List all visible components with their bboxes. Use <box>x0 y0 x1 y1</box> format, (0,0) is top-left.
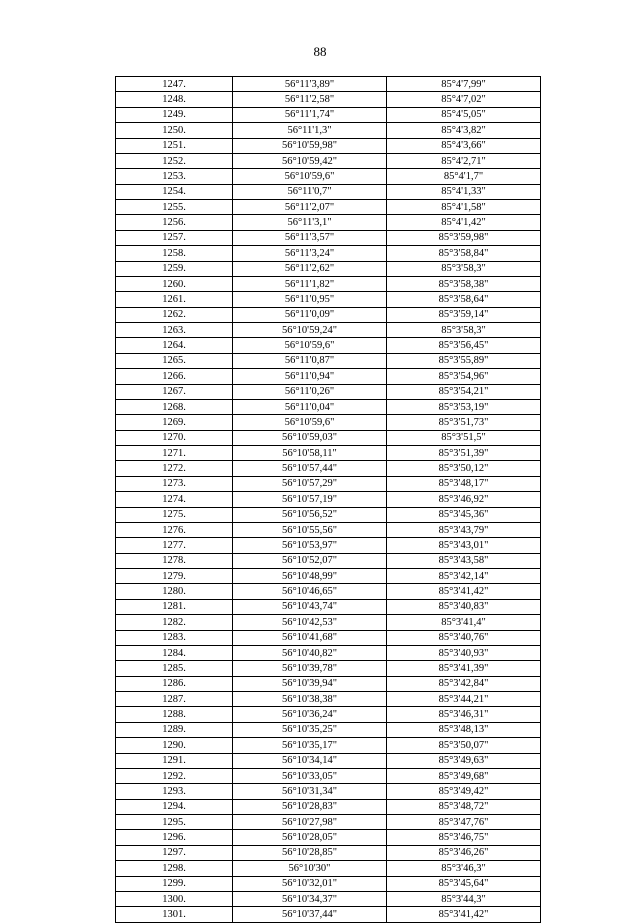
point-number-cell: 1294. <box>116 799 233 814</box>
table-row <box>116 246 541 261</box>
table-row <box>116 492 541 507</box>
table-row <box>116 353 541 368</box>
table-row <box>116 799 541 814</box>
table-row <box>116 707 541 722</box>
point-number-cell: 1264. <box>116 338 233 353</box>
longitude-cell: 85°3'47,76" <box>387 815 541 830</box>
table-row <box>116 645 541 660</box>
table-row <box>116 138 541 153</box>
longitude-cell: 85°3'49,63" <box>387 753 541 768</box>
table-row <box>116 753 541 768</box>
table-row <box>116 584 541 599</box>
longitude-cell: 85°3'49,42" <box>387 784 541 799</box>
longitude-cell: 85°3'46,3" <box>387 861 541 876</box>
point-number-cell: 1276. <box>116 522 233 537</box>
longitude-cell: 85°3'51,39" <box>387 446 541 461</box>
point-number-cell: 1259. <box>116 261 233 276</box>
point-number-cell: 1250. <box>116 123 233 138</box>
latitude-cell: 56°11'3,1" <box>233 215 387 230</box>
table-row <box>116 861 541 876</box>
coordinates-table-body <box>116 77 541 923</box>
latitude-cell: 56°11'1,3" <box>233 123 387 138</box>
latitude-cell: 56°10'33,05" <box>233 768 387 783</box>
longitude-cell: 85°3'40,93" <box>387 645 541 660</box>
longitude-cell: 85°3'44,21" <box>387 692 541 707</box>
point-number-cell: 1270. <box>116 430 233 445</box>
latitude-cell: 56°11'1,74" <box>233 107 387 122</box>
longitude-cell: 85°3'48,72" <box>387 799 541 814</box>
table-row <box>116 184 541 199</box>
latitude-cell: 56°10'34,37" <box>233 891 387 906</box>
latitude-cell: 56°11'0,95" <box>233 292 387 307</box>
point-number-cell: 1247. <box>116 77 233 92</box>
longitude-cell: 85°3'54,21" <box>387 384 541 399</box>
point-number-cell: 1281. <box>116 599 233 614</box>
table-row <box>116 430 541 445</box>
point-number-cell: 1267. <box>116 384 233 399</box>
point-number-cell: 1248. <box>116 92 233 107</box>
table-row <box>116 384 541 399</box>
table-row <box>116 538 541 553</box>
longitude-cell: 85°3'48,13" <box>387 722 541 737</box>
longitude-cell: 85°3'42,84" <box>387 676 541 691</box>
point-number-cell: 1265. <box>116 353 233 368</box>
latitude-cell: 56°10'27,98" <box>233 815 387 830</box>
longitude-cell: 85°3'58,84" <box>387 246 541 261</box>
latitude-cell: 56°10'55,56" <box>233 522 387 537</box>
latitude-cell: 56°10'42,53" <box>233 615 387 630</box>
longitude-cell: 85°3'55,89" <box>387 353 541 368</box>
point-number-cell: 1272. <box>116 461 233 476</box>
point-number-cell: 1260. <box>116 276 233 291</box>
latitude-cell: 56°10'46,65" <box>233 584 387 599</box>
table-row <box>116 92 541 107</box>
point-number-cell: 1288. <box>116 707 233 722</box>
latitude-cell: 56°10'39,78" <box>233 661 387 676</box>
table-row <box>116 845 541 860</box>
longitude-cell: 85°3'50,07" <box>387 738 541 753</box>
table-row <box>116 553 541 568</box>
longitude-cell: 85°3'46,75" <box>387 830 541 845</box>
latitude-cell: 56°11'1,82" <box>233 276 387 291</box>
latitude-cell: 56°11'2,62" <box>233 261 387 276</box>
latitude-cell: 56°10'28,05" <box>233 830 387 845</box>
point-number-cell: 1262. <box>116 307 233 322</box>
point-number-cell: 1299. <box>116 876 233 891</box>
latitude-cell: 56°11'3,89" <box>233 77 387 92</box>
longitude-cell: 85°3'43,01" <box>387 538 541 553</box>
latitude-cell: 56°10'58,11" <box>233 446 387 461</box>
longitude-cell: 85°3'41,4" <box>387 615 541 630</box>
point-number-cell: 1261. <box>116 292 233 307</box>
latitude-cell: 56°11'0,09" <box>233 307 387 322</box>
point-number-cell: 1256. <box>116 215 233 230</box>
latitude-cell: 56°11'3,57" <box>233 230 387 245</box>
longitude-cell: 85°4'1,58" <box>387 200 541 215</box>
latitude-cell: 56°10'30" <box>233 861 387 876</box>
longitude-cell: 85°3'59,14" <box>387 307 541 322</box>
longitude-cell: 85°3'54,96" <box>387 369 541 384</box>
table-row <box>116 153 541 168</box>
table-row <box>116 768 541 783</box>
point-number-cell: 1278. <box>116 553 233 568</box>
latitude-cell: 56°10'57,29" <box>233 476 387 491</box>
point-number-cell: 1266. <box>116 369 233 384</box>
latitude-cell: 56°10'37,44" <box>233 907 387 922</box>
longitude-cell: 85°4'2,71" <box>387 153 541 168</box>
longitude-cell: 85°3'41,39" <box>387 661 541 676</box>
table-row <box>116 446 541 461</box>
longitude-cell: 85°3'53,19" <box>387 399 541 414</box>
table-row <box>116 261 541 276</box>
longitude-cell: 85°3'48,17" <box>387 476 541 491</box>
point-number-cell: 1296. <box>116 830 233 845</box>
latitude-cell: 56°11'2,58" <box>233 92 387 107</box>
point-number-cell: 1300. <box>116 891 233 906</box>
table-row <box>116 338 541 353</box>
longitude-cell: 85°3'58,3" <box>387 261 541 276</box>
latitude-cell: 56°10'31,34" <box>233 784 387 799</box>
latitude-cell: 56°10'59,03" <box>233 430 387 445</box>
table-row <box>116 599 541 614</box>
latitude-cell: 56°10'52,07" <box>233 553 387 568</box>
coordinates-table <box>115 76 541 923</box>
point-number-cell: 1269. <box>116 415 233 430</box>
latitude-cell: 56°10'35,25" <box>233 722 387 737</box>
latitude-cell: 56°11'0,94" <box>233 369 387 384</box>
latitude-cell: 56°10'32,01" <box>233 876 387 891</box>
longitude-cell: 85°3'43,58" <box>387 553 541 568</box>
longitude-cell: 85°4'7,02" <box>387 92 541 107</box>
latitude-cell: 56°10'56,52" <box>233 507 387 522</box>
longitude-cell: 85°4'1,7" <box>387 169 541 184</box>
point-number-cell: 1298. <box>116 861 233 876</box>
table-row <box>116 107 541 122</box>
table-row <box>116 830 541 845</box>
latitude-cell: 56°11'0,04" <box>233 399 387 414</box>
point-number-cell: 1282. <box>116 615 233 630</box>
table-row <box>116 615 541 630</box>
table-row <box>116 169 541 184</box>
latitude-cell: 56°10'36,24" <box>233 707 387 722</box>
longitude-cell: 85°4'3,66" <box>387 138 541 153</box>
latitude-cell: 56°11'0,7" <box>233 184 387 199</box>
point-number-cell: 1275. <box>116 507 233 522</box>
latitude-cell: 56°11'0,87" <box>233 353 387 368</box>
table-row <box>116 230 541 245</box>
latitude-cell: 56°10'28,85" <box>233 845 387 860</box>
table-row <box>116 215 541 230</box>
point-number-cell: 1254. <box>116 184 233 199</box>
point-number-cell: 1297. <box>116 845 233 860</box>
longitude-cell: 85°3'46,31" <box>387 707 541 722</box>
table-row <box>116 369 541 384</box>
longitude-cell: 85°3'56,45" <box>387 338 541 353</box>
longitude-cell: 85°3'51,73" <box>387 415 541 430</box>
latitude-cell: 56°10'40,82" <box>233 645 387 660</box>
latitude-cell: 56°10'41,68" <box>233 630 387 645</box>
latitude-cell: 56°10'57,19" <box>233 492 387 507</box>
table-row <box>116 522 541 537</box>
latitude-cell: 56°10'39,94" <box>233 676 387 691</box>
table-row <box>116 415 541 430</box>
point-number-cell: 1252. <box>116 153 233 168</box>
latitude-cell: 56°11'2,07" <box>233 200 387 215</box>
latitude-cell: 56°10'59,98" <box>233 138 387 153</box>
latitude-cell: 56°10'59,6" <box>233 169 387 184</box>
longitude-cell: 85°3'41,42" <box>387 907 541 922</box>
point-number-cell: 1291. <box>116 753 233 768</box>
table-row <box>116 692 541 707</box>
point-number-cell: 1301. <box>116 907 233 922</box>
longitude-cell: 85°3'58,64" <box>387 292 541 307</box>
table-row <box>116 77 541 92</box>
latitude-cell: 56°10'38,38" <box>233 692 387 707</box>
table-row <box>116 200 541 215</box>
latitude-cell: 56°10'34,14" <box>233 753 387 768</box>
longitude-cell: 85°3'44,3" <box>387 891 541 906</box>
point-number-cell: 1295. <box>116 815 233 830</box>
table-row <box>116 784 541 799</box>
point-number-cell: 1258. <box>116 246 233 261</box>
point-number-cell: 1274. <box>116 492 233 507</box>
point-number-cell: 1268. <box>116 399 233 414</box>
latitude-cell: 56°10'28,83" <box>233 799 387 814</box>
latitude-cell: 56°11'3,24" <box>233 246 387 261</box>
point-number-cell: 1292. <box>116 768 233 783</box>
table-row <box>116 891 541 906</box>
latitude-cell: 56°10'57,44" <box>233 461 387 476</box>
point-number-cell: 1277. <box>116 538 233 553</box>
latitude-cell: 56°10'53,97" <box>233 538 387 553</box>
table-row <box>116 507 541 522</box>
longitude-cell: 85°4'5,05" <box>387 107 541 122</box>
latitude-cell: 56°10'43,74" <box>233 599 387 614</box>
table-row <box>116 292 541 307</box>
latitude-cell: 56°10'59,24" <box>233 323 387 338</box>
table-row <box>116 399 541 414</box>
longitude-cell: 85°4'3,82" <box>387 123 541 138</box>
latitude-cell: 56°10'59,6" <box>233 415 387 430</box>
table-row <box>116 307 541 322</box>
table-row <box>116 722 541 737</box>
table-row <box>116 815 541 830</box>
longitude-cell: 85°3'45,36" <box>387 507 541 522</box>
longitude-cell: 85°3'50,12" <box>387 461 541 476</box>
table-row <box>116 738 541 753</box>
point-number-cell: 1293. <box>116 784 233 799</box>
point-number-cell: 1283. <box>116 630 233 645</box>
point-number-cell: 1255. <box>116 200 233 215</box>
point-number-cell: 1253. <box>116 169 233 184</box>
table-row <box>116 276 541 291</box>
point-number-cell: 1289. <box>116 722 233 737</box>
point-number-cell: 1251. <box>116 138 233 153</box>
longitude-cell: 85°3'51,5" <box>387 430 541 445</box>
longitude-cell: 85°3'43,79" <box>387 522 541 537</box>
table-row <box>116 569 541 584</box>
latitude-cell: 56°10'35,17" <box>233 738 387 753</box>
point-number-cell: 1285. <box>116 661 233 676</box>
point-number-cell: 1279. <box>116 569 233 584</box>
point-number-cell: 1284. <box>116 645 233 660</box>
table-row <box>116 461 541 476</box>
longitude-cell: 85°3'49,68" <box>387 768 541 783</box>
longitude-cell: 85°3'46,92" <box>387 492 541 507</box>
point-number-cell: 1290. <box>116 738 233 753</box>
longitude-cell: 85°4'1,42" <box>387 215 541 230</box>
longitude-cell: 85°4'7,99" <box>387 77 541 92</box>
latitude-cell: 56°10'59,6" <box>233 338 387 353</box>
longitude-cell: 85°4'1,33" <box>387 184 541 199</box>
longitude-cell: 85°3'40,83" <box>387 599 541 614</box>
longitude-cell: 85°3'45,64" <box>387 876 541 891</box>
table-row <box>116 123 541 138</box>
point-number-cell: 1257. <box>116 230 233 245</box>
longitude-cell: 85°3'46,26" <box>387 845 541 860</box>
longitude-cell: 85°3'40,76" <box>387 630 541 645</box>
latitude-cell: 56°10'59,42" <box>233 153 387 168</box>
table-row <box>116 476 541 491</box>
point-number-cell: 1271. <box>116 446 233 461</box>
table-row <box>116 676 541 691</box>
table-row <box>116 907 541 922</box>
point-number-cell: 1249. <box>116 107 233 122</box>
table-row <box>116 661 541 676</box>
table-row <box>116 323 541 338</box>
longitude-cell: 85°3'41,42" <box>387 584 541 599</box>
longitude-cell: 85°3'42,14" <box>387 569 541 584</box>
point-number-cell: 1286. <box>116 676 233 691</box>
latitude-cell: 56°10'48,99" <box>233 569 387 584</box>
point-number-cell: 1263. <box>116 323 233 338</box>
longitude-cell: 85°3'58,3" <box>387 323 541 338</box>
point-number-cell: 1280. <box>116 584 233 599</box>
latitude-cell: 56°11'0,26" <box>233 384 387 399</box>
longitude-cell: 85°3'58,38" <box>387 276 541 291</box>
point-number-cell: 1273. <box>116 476 233 491</box>
longitude-cell: 85°3'59,98" <box>387 230 541 245</box>
table-row <box>116 630 541 645</box>
page-number: 88 <box>313 44 327 59</box>
point-number-cell: 1287. <box>116 692 233 707</box>
table-row <box>116 876 541 891</box>
